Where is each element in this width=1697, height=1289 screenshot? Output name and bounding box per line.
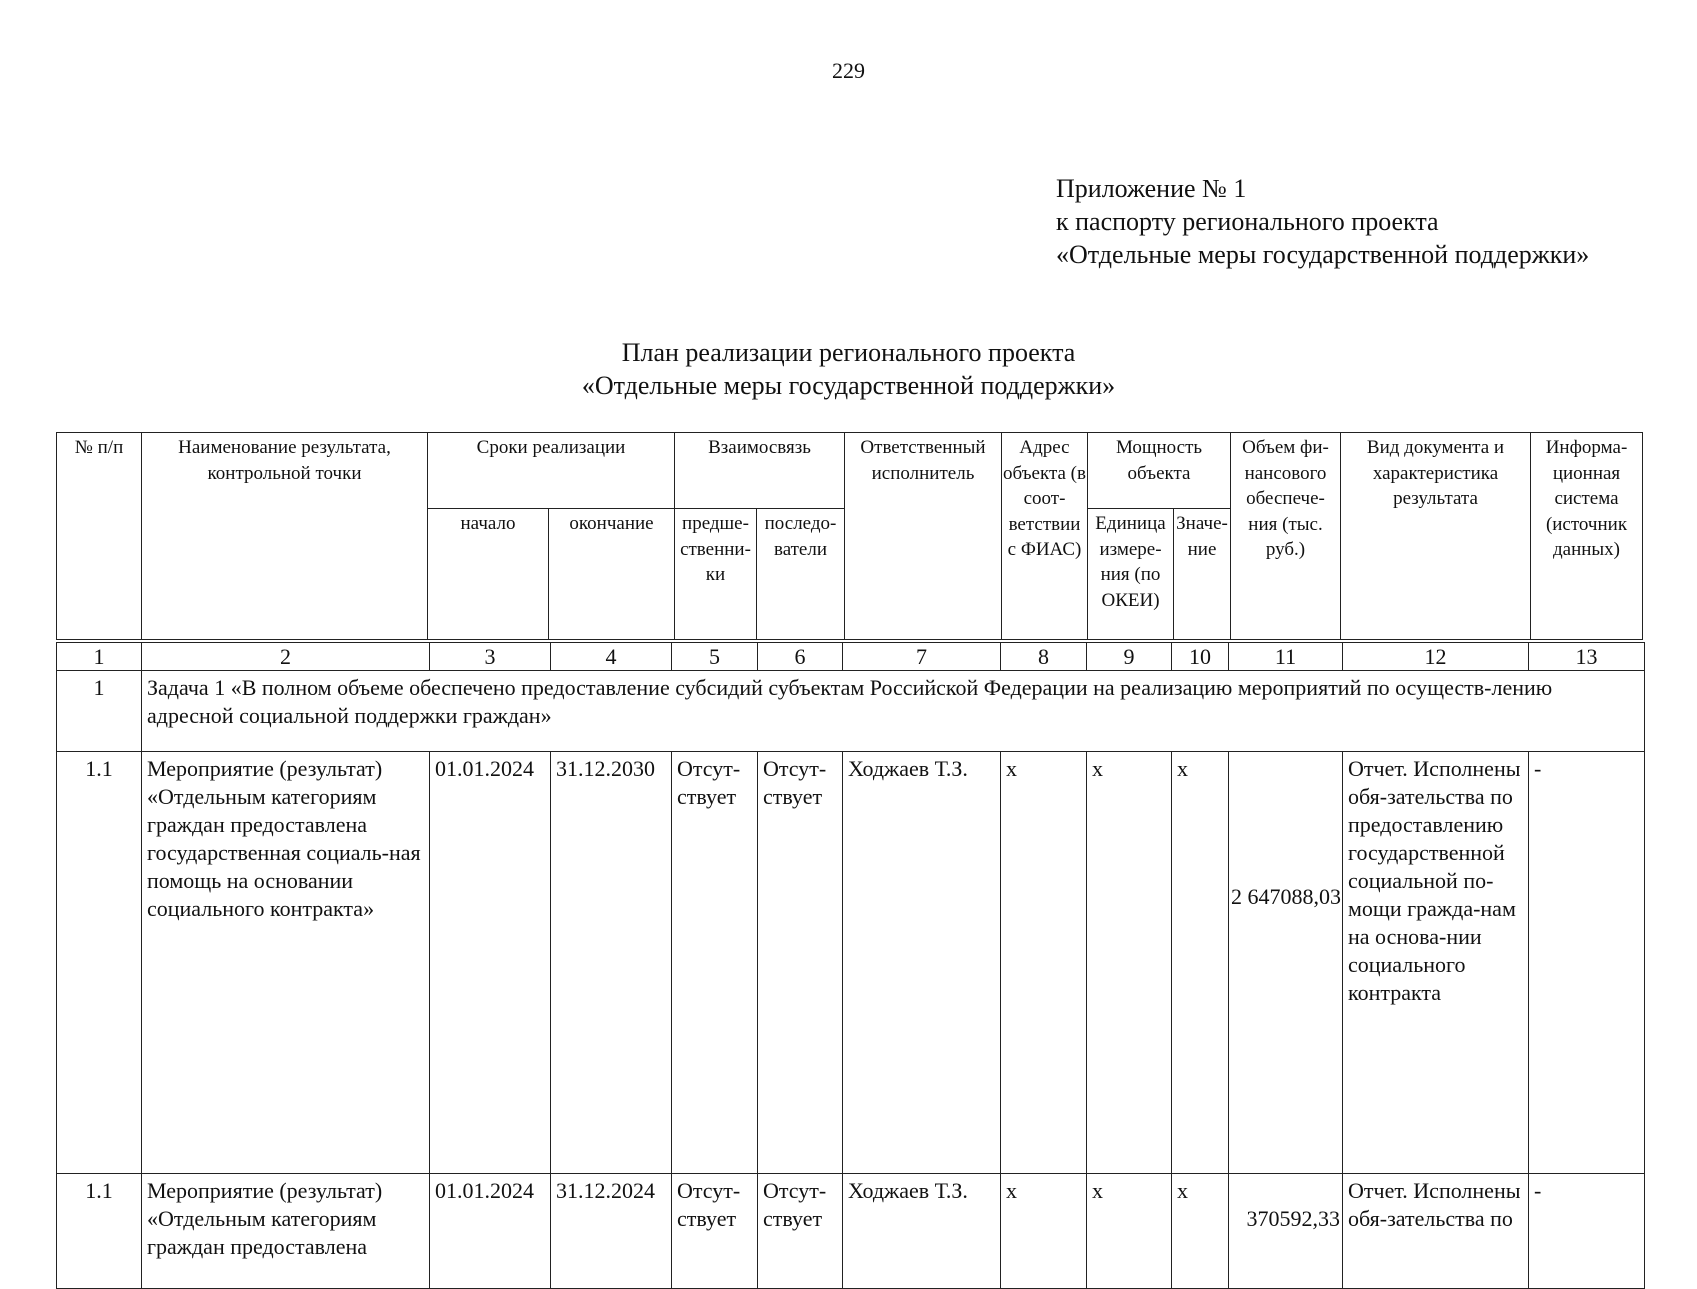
row-number: 1.1 <box>57 752 142 1174</box>
column-numbers-row <box>57 643 1645 671</box>
info-system: - <box>1529 752 1645 1174</box>
appendix-line-3: «Отдельные меры государственной поддержки» <box>1056 240 1590 269</box>
header-successors: последо-ватели <box>757 509 845 640</box>
task-number: 1 <box>57 671 142 752</box>
start-date: 01.01.2024 <box>430 752 551 1174</box>
header-doc-type: Вид документа и характеристика результата <box>1341 433 1531 640</box>
funding-amount: 2 647088,03 <box>1229 752 1343 1174</box>
header-capacity: Мощность объекта <box>1088 433 1231 509</box>
start-date: 01.01.2024 <box>430 1174 551 1289</box>
column-number: 6 <box>758 643 843 671</box>
predecessors: Отсут-ствует <box>672 752 758 1174</box>
row-number: 1.1 <box>57 1174 142 1289</box>
result-name: Мероприятие (результат) «Отдельным категориям граждан предоставлена <box>142 1174 430 1289</box>
responsible: Ходжаев Т.З. <box>843 1174 1001 1289</box>
address: x <box>1001 1174 1087 1289</box>
info-system: - <box>1529 1174 1645 1289</box>
header-info-system: Информа-ционная система (источник данных) <box>1531 433 1643 640</box>
funding-amount: 370592,33 <box>1229 1174 1343 1289</box>
unit: x <box>1087 752 1172 1174</box>
header-table <box>56 432 1643 640</box>
column-number: 12 <box>1343 643 1529 671</box>
column-number: 13 <box>1529 643 1645 671</box>
header-start: начало <box>428 509 549 640</box>
header-end: окончание <box>549 509 675 640</box>
plan-table <box>56 642 1645 1289</box>
table-row <box>57 752 1645 1174</box>
header-period: Сроки реализации <box>428 433 675 509</box>
column-number: 2 <box>142 643 430 671</box>
table-row <box>57 1174 1645 1289</box>
successors: Отсут-ствует <box>758 752 843 1174</box>
column-number: 3 <box>430 643 551 671</box>
column-number: 4 <box>551 643 672 671</box>
predecessors: Отсут-ствует <box>672 1174 758 1289</box>
column-number: 5 <box>672 643 758 671</box>
header-funding: Объем фи-нансового обеспече-ния (тыс. руб.) <box>1231 433 1341 640</box>
end-date: 31.12.2024 <box>551 1174 672 1289</box>
title-line-2: «Отдельные меры государственной поддержки» <box>581 371 1116 400</box>
task-text: Задача 1 «В полном объеме обеспечено предоставление субсидий субъектам Российской Федерации на реализацию мероприятий по осуществ-лению адресной социальной поддержки граждан» <box>142 671 1645 752</box>
document-title <box>0 336 1697 402</box>
header-unit: Единица измере-ния (по ОКЕИ) <box>1088 509 1174 640</box>
header-responsible: Ответственный исполнитель <box>845 433 1002 640</box>
header-predecessors: предше-ственни-ки <box>675 509 757 640</box>
doc-type: Отчет. Исполнены обя-зательства по предоставлению государственной социальной по-мощи гражда-нам на основа-нии социального контракта <box>1343 752 1529 1174</box>
page-number: 229 <box>832 58 865 83</box>
task-row <box>57 671 1645 752</box>
column-number: 11 <box>1229 643 1343 671</box>
column-number: 10 <box>1172 643 1229 671</box>
result-name: Мероприятие (результат) «Отдельным категориям граждан предоставлена государственная социаль-ная помощь на основании социального контракта» <box>142 752 430 1174</box>
column-number: 9 <box>1087 643 1172 671</box>
end-date: 31.12.2030 <box>551 752 672 1174</box>
appendix-header <box>1056 172 1589 271</box>
address: x <box>1001 752 1087 1174</box>
unit: x <box>1087 1174 1172 1289</box>
header-name: Наименование результата, контрольной точки <box>142 433 428 640</box>
header-relation: Взаимосвязь <box>675 433 845 509</box>
appendix-line-2: к паспорту регионального проекта <box>1056 207 1439 236</box>
value: x <box>1172 752 1229 1174</box>
responsible: Ходжаев Т.З. <box>843 752 1001 1174</box>
column-number: 8 <box>1001 643 1087 671</box>
header-num: № п/п <box>57 433 142 640</box>
value: x <box>1172 1174 1229 1289</box>
doc-type: Отчет. Исполнены обя-зательства по <box>1343 1174 1529 1289</box>
column-number: 1 <box>57 643 142 671</box>
title-line-1: План реализации регионального проекта <box>621 338 1076 367</box>
header-address: Адрес объекта (в соот-ветствии с ФИАС) <box>1002 433 1088 640</box>
appendix-line-1: Приложение № 1 <box>1056 174 1247 203</box>
header-value: Значе-ние <box>1174 509 1231 640</box>
column-number: 7 <box>843 643 1001 671</box>
successors: Отсут-ствует <box>758 1174 843 1289</box>
